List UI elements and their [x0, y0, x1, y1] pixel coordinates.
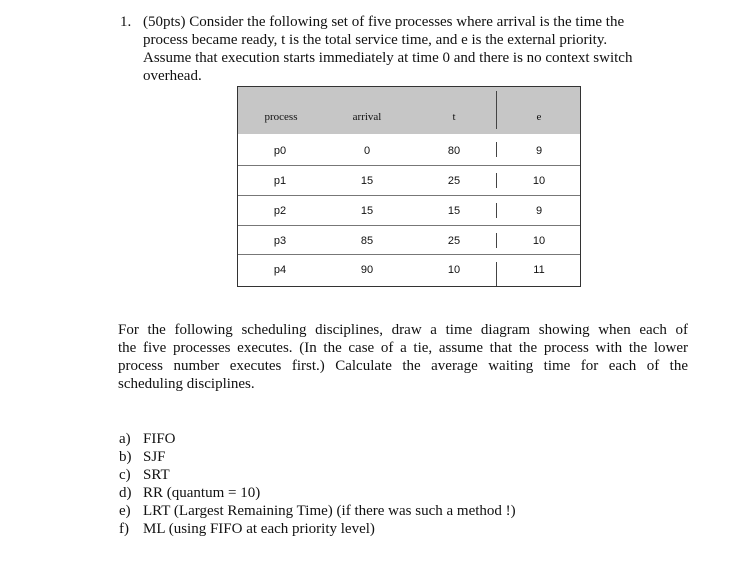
table-cell: 85 [360, 235, 374, 247]
row-divider [238, 254, 580, 255]
table-cell: 25 [447, 235, 461, 247]
table-cell: p4 [273, 264, 287, 276]
table-cell: 15 [360, 175, 374, 187]
question-line: Assume that execution starts immediately at time 0 and there is no context switch [143, 50, 633, 66]
header-arrival: arrival [352, 111, 382, 123]
column-divider [496, 142, 497, 157]
column-divider [496, 203, 497, 218]
paragraph-line: process number executes first.) Calculate the average waiting time for each of the [118, 358, 688, 374]
table-cell: p1 [273, 175, 287, 187]
question-line: overhead. [143, 68, 202, 84]
list-marker: d) [119, 485, 132, 501]
question-text [143, 13, 673, 85]
process-table [237, 86, 581, 287]
list-text: FIFO [143, 431, 176, 447]
list-marker: a) [119, 431, 131, 447]
table-cell: 80 [447, 145, 461, 157]
header-process: process [264, 111, 298, 123]
table-cell: 10 [532, 235, 546, 247]
header-e: e [536, 111, 542, 123]
question-line: process became ready, t is the total service time, and e is the external priority. [143, 32, 608, 48]
list-text: RR (quantum = 10) [143, 485, 261, 501]
column-divider [496, 173, 497, 188]
table-cell: p2 [273, 205, 287, 217]
list-text: LRT (Largest Remaining Time) (if there was such a method !) [143, 503, 516, 519]
list-marker: f) [119, 521, 129, 537]
column-divider [496, 233, 497, 248]
paragraph-line: scheduling disciplines. [118, 376, 255, 392]
column-divider [496, 262, 497, 286]
list-marker: b) [119, 449, 132, 465]
table-cell: 15 [360, 205, 374, 217]
row-divider [238, 225, 580, 226]
list-text: ML (using FIFO at each priority level) [143, 521, 375, 537]
paragraph-line: For the following scheduling disciplines, draw a time diagram showing when each of [118, 322, 688, 338]
paragraph-line: the five processes executes. (In the case of a tie, assume that the process with the lower [118, 340, 688, 356]
table-cell: 11 [533, 264, 545, 276]
table-cell: 25 [447, 175, 461, 187]
table-cell: 9 [535, 205, 543, 217]
column-divider [496, 91, 497, 129]
list-text: SJF [143, 449, 166, 465]
instructions-paragraph [118, 321, 688, 393]
question-number: 1. [120, 14, 132, 30]
table-cell: p0 [273, 145, 287, 157]
table-header [238, 87, 580, 134]
table-cell: 15 [447, 205, 461, 217]
row-divider [238, 195, 580, 196]
table-cell: 10 [532, 175, 546, 187]
table-cell: 0 [363, 145, 371, 157]
question-line: (50pts) Consider the following set of five processes where arrival is the time the [143, 14, 625, 30]
list-marker: e) [119, 503, 131, 519]
list-text: SRT [143, 467, 170, 483]
list-marker: c) [119, 467, 131, 483]
row-divider [238, 165, 580, 166]
table-cell: p3 [273, 235, 287, 247]
table-cell: 9 [535, 145, 543, 157]
header-t: t [452, 111, 456, 123]
table-cell: 10 [447, 264, 461, 276]
table-cell: 90 [360, 264, 374, 276]
